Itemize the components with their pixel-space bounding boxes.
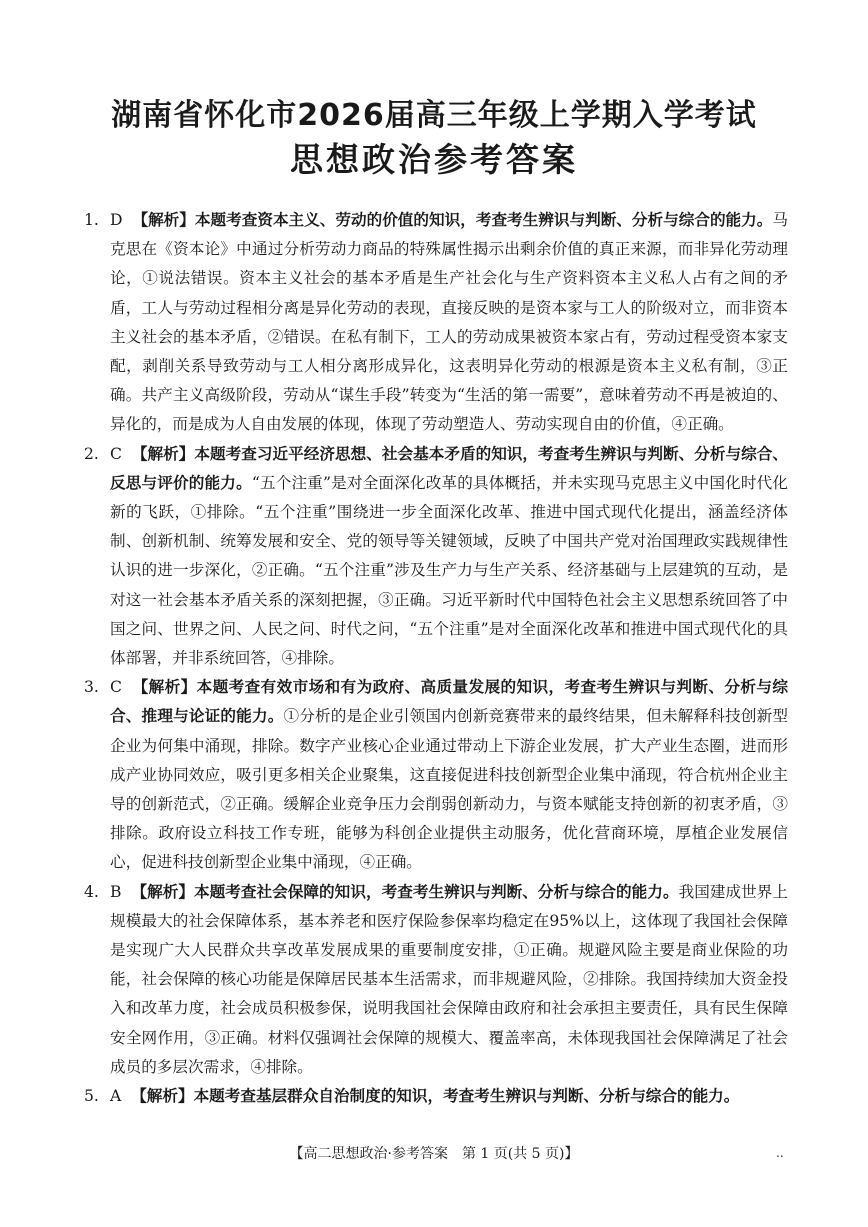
page-footer: 【高二思想政治·参考答案 第 1 页(共 5 页)】 [289, 1146, 579, 1162]
answer-item-4 [84, 878, 788, 1082]
answer-key: C [110, 444, 122, 463]
analysis-text: “五个注重”是对全面深化改革的具体概括，并未实现马克思主义中国化时代化新的飞跃，①排除。“五个注重”围绕进一步全面深化改革、推进中国式现代化提出，涵盖经济体制、创新机制、统筹发展和安全、党的领导等关键领域，反映了中国共产党对治国理政实践规律性认识的进一步深化，②正确。“五个注重”涉及生产力与生产关系、经济基础与上层建筑的互动，是对这一社会基本矛盾关系的深刻把握，③正确。习近平新时代中国特色社会主义思想系统回答了中国之问、世界之问、人民之问、时代之问，“五个注重”是对全面深化改革和推进中国式现代化的具体部署，并非系统回答，④排除。 [110, 473, 788, 668]
analysis-tag: 【解析】 [132, 678, 197, 697]
analysis-text: 马克思在《资本论》中通过分析劳动力商品的特殊属性揭示出剩余价值的真正来源，而非异化劳动理论，①说法错误。资本主义社会的基本矛盾是生产社会化与生产资料资本主义私人占有之间的矛盾，工人与劳动过程相分离是异化劳动的表现，直接反映的是资本家与工人的阶级对立，而非资本主义社会的基本矛盾，②错误。在私有制下，工人的劳动成果被资本家占有，劳动过程受资本家支配，剥削关系导致劳动与工人相分离形成异化，这表明异化劳动的根源是资本主义私有制，③正确。共产主义高级阶段，劳动从“谋生手段”转变为“生活的第一需要”，意味着劳动不再是被迫的、异化的，而是成为人自由发展的体现，体现了劳动塑造人、劳动实现自由的价值，④正确。 [110, 211, 788, 434]
answer-item-3 [84, 673, 788, 877]
analysis-tag: 【解析】 [131, 882, 194, 901]
answer-item-5 [84, 1082, 788, 1111]
answer-key: B [110, 882, 122, 901]
analysis-text: ①分析的是企业引领国内创新竞赛带来的最终结果，但未解释科技创新型企业为何集中涌现，排除。数字产业核心企业通过带动上下游企业发展，扩大产业生态圈，进而形成产业协同效应，吸引更多相关企业聚集，这直接促进科技创新型企业集中涌现，符合杭州企业主导的创新范式，②正确。缓解企业竞争压力会削弱创新动力，与资本赋能支持创新的初衷矛盾，③排除。政府设立科技工作专班，能够为科创企业提供主动服务，优化营商环境，厚植企业发展信心，促进科技创新型企业集中涌现，④正确。 [110, 707, 788, 872]
analysis-lead: 本题考查习近平经济思想、社会基本矛盾的知识，考查考生辨识与判断、分析与综合、反思与评价的能力。 [110, 444, 788, 492]
analysis-tag: 【解析】 [131, 1087, 194, 1106]
question-number: 3. [84, 678, 99, 697]
analysis-lead: 本题考查基层群众自治制度的知识，考查考生辨识与判断、分析与综合的能力。 [193, 1087, 740, 1106]
exam-title: 湖南省怀化市2026届高三年级上学期入学考试 [111, 98, 757, 133]
answer-item-1 [84, 206, 788, 440]
question-number: 5. [84, 1087, 99, 1106]
answer-key: D [110, 211, 123, 229]
answer-key: A [110, 1087, 122, 1106]
answer-key: C [110, 678, 122, 697]
analysis-lead: 本题考查社会保障的知识，考查考生辨识与判断、分析与综合的能力。 [194, 882, 679, 901]
question-number: 4. [84, 882, 99, 901]
question-number: 1. [84, 211, 99, 229]
question-number: 2. [84, 444, 99, 463]
document-subtitle: 思想政治参考答案 [290, 140, 578, 179]
analysis-tag: 【解析】 [131, 444, 195, 463]
footer-dots: .. [776, 1146, 784, 1160]
analysis-text: 我国建成世界上规模最大的社会保障体系，基本养老和医疗保险参保率均稳定在95%以上，这体现了我国社会保障是实现广大人民群众共享改革发展成果的重要制度安排，①正确。规避风险主要是商业保险的功能，社会保障的核心功能是保障居民基本生活需求，而非规避风险，②排除。我国持续加大资金投入和改革力度，社会成员积极参保，说明我国社会保障由政府和社会承担主要责任，具有民生保障安全网作用，③正确。材料仅强调社会保障的规模大、覆盖率高，未体现我国社会保障满足了社会成员的多层次需求，④排除。 [110, 882, 788, 1076]
analysis-tag: 【解析】 [132, 211, 195, 229]
analysis-lead: 本题考查资本主义、劳动的价值的知识，考查考生辨识与判断、分析与综合的能力。 [194, 211, 773, 229]
answer-list [84, 206, 788, 1111]
answer-item-2 [84, 440, 788, 674]
analysis-lead: 本题考查有效市场和有为政府、高质量发展的知识，考查考生辨识与判断、分析与综合、推理与论证的能力。 [110, 678, 788, 726]
